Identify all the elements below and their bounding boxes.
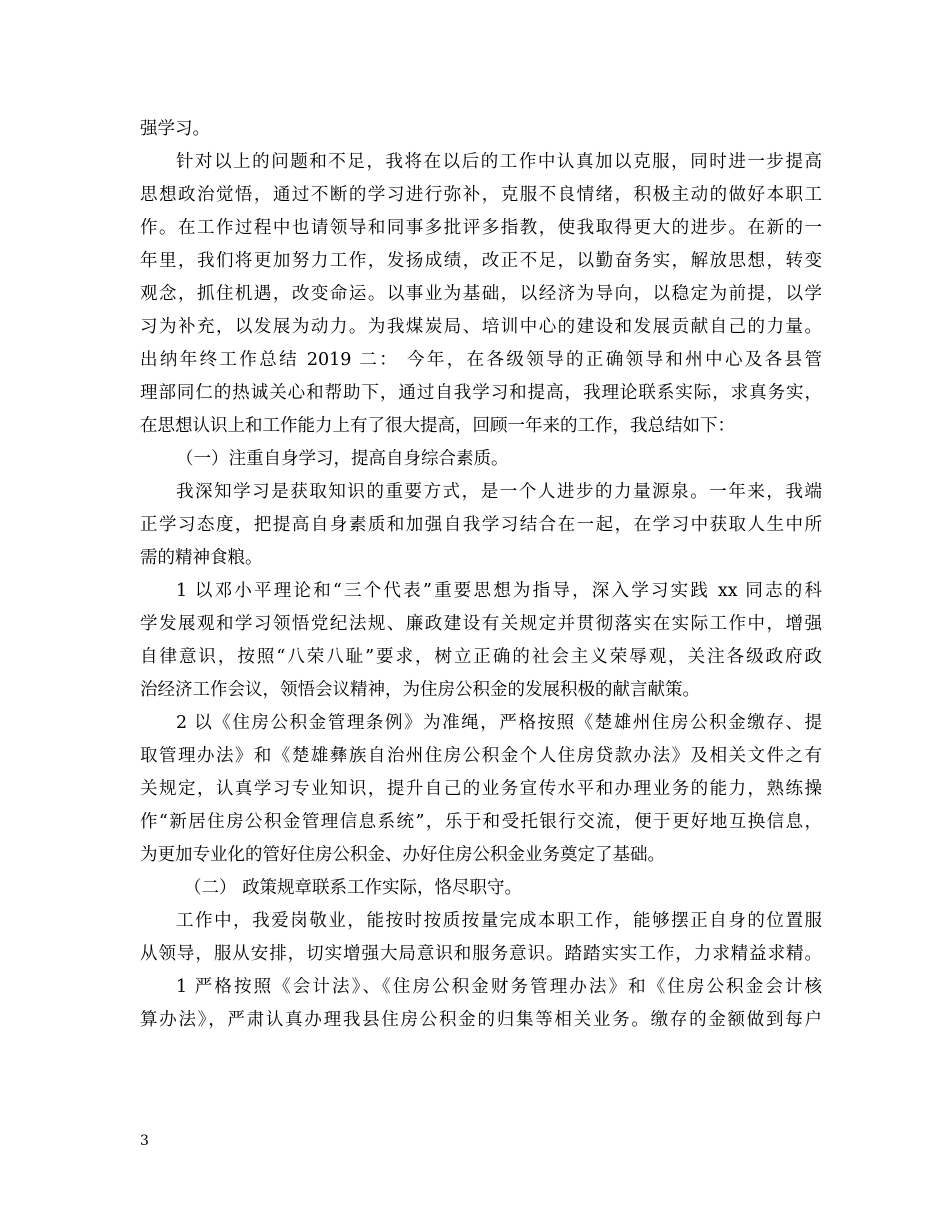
text-line: 1 严格按照《会计法》、《住房公积金财务管理办法》和《住房公积金会计核 <box>176 977 822 997</box>
text-line: 2 以《住房公积金管理条例》为准绳，严格按照《楚雄州住房公积金缴存、提 <box>176 713 822 733</box>
text-line: 从领导，服从安排，切实增强大局意识和服务意识。踏踏实实工作，力求精益求精。 <box>140 944 822 964</box>
text-line: 我深知学习是获取知识的重要方式，是一个人进步的力量源泉。一年来，我端 <box>176 482 822 502</box>
text-line: 正学习态度，把提高自身素质和加强自我学习结合在一起，在学习中获取人生中所 <box>140 515 822 535</box>
text-line: 观念，抓住机遇，改变命运。以事业为基础，以经济为导向，以稳定为前提，以学 <box>140 284 822 304</box>
text-line: 针对以上的问题和不足，我将在以后的工作中认真加以克服，同时进一步提高 <box>176 152 822 172</box>
text-line: 为更加专业化的管好住房公积金、办好住房公积金业务奠定了基础。 <box>140 845 665 865</box>
text-line: 强学习。 <box>140 119 210 139</box>
text-line: （一）注重自身学习，提高自身综合素质。 <box>176 449 509 469</box>
text-line: 在思想认识上和工作能力上有了很大提高，回顾一年来的工作，我总结如下： <box>140 416 735 436</box>
text-line: 需的精神食粮。 <box>140 548 263 568</box>
text-line: 作。在工作过程中也请领导和同事多批评多指教，使我取得更大的进步。在新的一 <box>140 218 822 238</box>
text-line: 算办法》，严肃认真办理我县住房公积金的归集等相关业务。缴存的金额做到每户 <box>140 1010 822 1030</box>
text-line: 思想政治觉悟，通过不断的学习进行弥补，克服不良情绪，积极主动的做好本职工 <box>140 185 822 205</box>
text-line: 理部同仁的热诚关心和帮助下，通过自我学习和提高，我理论联系实际，求真务实， <box>140 383 822 403</box>
text-line: （二） 政策规章联系工作实际，恪尽职守。 <box>184 878 523 898</box>
text-line: 年里，我们将更加努力工作，发扬成绩，改正不足，以勤奋务实，解放思想，转变 <box>140 251 822 271</box>
text-line: 取管理办法》和《楚雄彝族自治州住房公积金个人住房贷款办法》及相关文件之有 <box>140 746 822 766</box>
text-line: 自律意识，按照“八荣八耻”要求，树立正确的社会主义荣辱观，关注各级政府政 <box>140 647 822 667</box>
text-line: 习为补充，以发展为动力。为我煤炭局、培训中心的建设和发展贡献自己的力量。 <box>140 317 822 337</box>
text-line: 关规定，认真学习专业知识，提升自己的业务宣传水平和办理业务的能力，熟练操 <box>140 779 822 799</box>
text-line: 1 以邓小平理论和“三个代表”重要思想为指导，深入学习实践 xx 同志的科 <box>176 581 822 601</box>
page-number: 3 <box>140 1133 149 1149</box>
text-line: 作“新居住房公积金管理信息系统”，乐于和受托银行交流，便于更好地互换信息， <box>140 812 822 832</box>
text-line: 学发展观和学习领悟党纪法规、廉政建设有关规定并贯彻落实在实际工作中，增强 <box>140 614 822 634</box>
text-line: 治经济工作会议，领悟会议精神，为住房公积金的发展积极的献言献策。 <box>140 680 700 700</box>
text-line: 工作中，我爱岗敬业，能按时按质按量完成本职工作，能够摆正自身的位置服 <box>176 911 822 931</box>
text-line: 出纳年终工作总结 2019 二： 今年，在各级领导的正确领导和州中心及各县管 <box>140 350 822 370</box>
document-body <box>140 113 822 1037</box>
